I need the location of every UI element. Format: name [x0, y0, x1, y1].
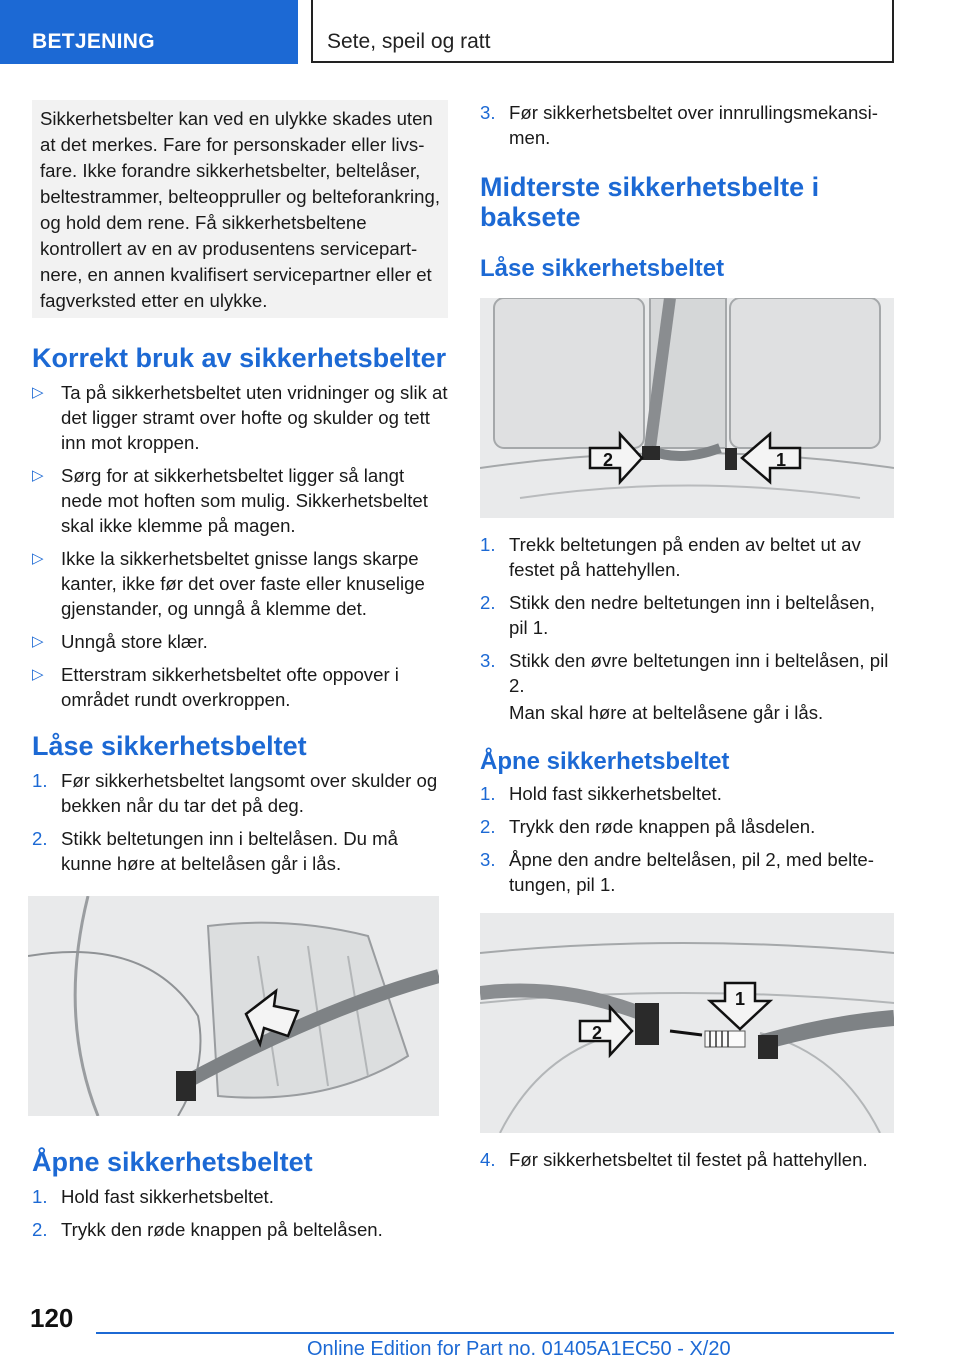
list-item: 2. Trykk den røde knappen på beltelåsen. [32, 1219, 383, 1240]
arrow-label-1: 1 [735, 989, 746, 1009]
triangle-bullet-icon: ▷ [32, 666, 44, 683]
list-item: 1. Hold fast sikkerhetsbeltet. [480, 783, 722, 804]
list-item: 3. Før sikkerhetsbeltet over innrullingsmekansimen. [480, 102, 878, 148]
continued-steps [480, 100, 896, 150]
middle-open-steps [480, 781, 896, 897]
list-item: 1. Trekk beltetungen på enden av beltet ut av festet på hattehyllen. [480, 534, 861, 580]
right-column [480, 100, 896, 1180]
arrow-label-2: 2 [592, 1023, 603, 1043]
rear-middle-belt-open-image [480, 913, 894, 1133]
left-column [32, 100, 448, 1250]
page-number: 120 [30, 1303, 74, 1333]
section-tab [0, 0, 298, 64]
rear-middle-belt-lock-illustration [480, 298, 894, 518]
list-item: 3. Åpne den andre beltelåsen, pil 2, med beltetungen, pil 1. [480, 849, 874, 895]
triangle-bullet-icon: ▷ [32, 633, 44, 650]
list-item: 1. Før sikkerhetsbeltet langsomt over skulder og bekken når du tar det på deg. [32, 770, 438, 816]
list-item: 2. Stikk beltetungen inn i beltelåsen. Du må kunne høre at beltelåsen går i lås. [32, 828, 398, 874]
section-title: BETJENING [32, 30, 155, 53]
list-item: ▷ Ta på sikkerhetsbeltet uten vridninger og slik at det ligger stramt over hofte og skulder og tett inn mot kroppen. [32, 382, 448, 453]
list-item: ▷ Ikke la sikkerhetsbeltet gnisse langs skarpe kanter, ikke før det over faste eller knuselige gjenstander, og unngå å klemme det. [32, 548, 425, 619]
list-item: 4. Før sikkerhetsbeltet til festet på hattehyllen. [480, 1149, 868, 1170]
front-seat-belt-illustration [28, 896, 439, 1116]
chapter-title: Sete, speil og ratt [327, 30, 491, 53]
list-item: ▷ Etterstram sikkerhetsbeltet ofte oppover i området rundt overkroppen. [32, 664, 399, 710]
footer-divider [96, 1332, 894, 1334]
warning-text: Sikkerhetsbelter kan ved en ulykke skades uten at det merkes. Fare for personskader eller livsfare. Ikke forandre sikkerhetsbelter, beltelåser, beltestrammer, belteoppruller og belteforankring, og hold dem rene. Få sikkerhetsbeltene kontrollert av en av produsentens servicepartnere, en annen kvalifisert servicepartner eller et fagverksted etter en ulykke. [40, 108, 440, 311]
final-step [480, 1147, 896, 1172]
open-heading: Åpne sikkerhetsbeltet [32, 1147, 313, 1177]
triangle-bullet-icon: ▷ [32, 384, 44, 401]
list-item: 3. Stikk den øvre beltetungen inn i beltelåsen, pil 2. [480, 650, 889, 696]
chapter-header [311, 0, 894, 63]
list-item: 2. Trykk den røde knappen på låsdelen. [480, 816, 816, 837]
middle-lock-subheading: Låse sikkerhetsbeltet [480, 255, 725, 282]
middle-lock-steps [480, 532, 896, 698]
rear-middle-belt-lock-image [480, 298, 894, 518]
arrow-label-1: 1 [776, 450, 787, 470]
list-item: ▷ Unngå store klær. [32, 631, 208, 652]
front-seat-belt-image [28, 896, 439, 1116]
rear-middle-belt-open-illustration [480, 913, 894, 1133]
lock-note: Man skal høre at beltelåsene går i lås. [509, 702, 824, 723]
lock-heading: Låse sikkerhetsbeltet [32, 731, 307, 761]
footer-edition: Online Edition for Part no. 01405A1EC50 - X/20 [307, 1338, 731, 1360]
triangle-bullet-icon: ▷ [32, 550, 44, 567]
correct-use-list [32, 380, 448, 712]
arrow-label-2: 2 [603, 450, 614, 470]
lock-steps [32, 768, 448, 876]
middle-open-subheading: Åpne sikkerhetsbeltet [480, 748, 730, 775]
list-item: 1. Hold fast sikkerhetsbeltet. [32, 1186, 274, 1207]
correct-use-heading: Korrekt bruk av sikkerhetsbelter [32, 343, 447, 373]
list-item: ▷ Sørg for at sikkerhetsbeltet ligger så langt nede mot hoften som mulig. Sikkerhetsbeltet skal ikke klemme på magen. [32, 465, 428, 536]
open-steps [32, 1184, 448, 1242]
list-item: 2. Stikk den nedre beltetungen inn i beltelåsen, pil 1. [480, 592, 875, 638]
triangle-bullet-icon: ▷ [32, 467, 44, 484]
middle-belt-heading: Midterste sikkerhetsbelte i baksete [480, 172, 820, 232]
warning-box [32, 100, 448, 318]
